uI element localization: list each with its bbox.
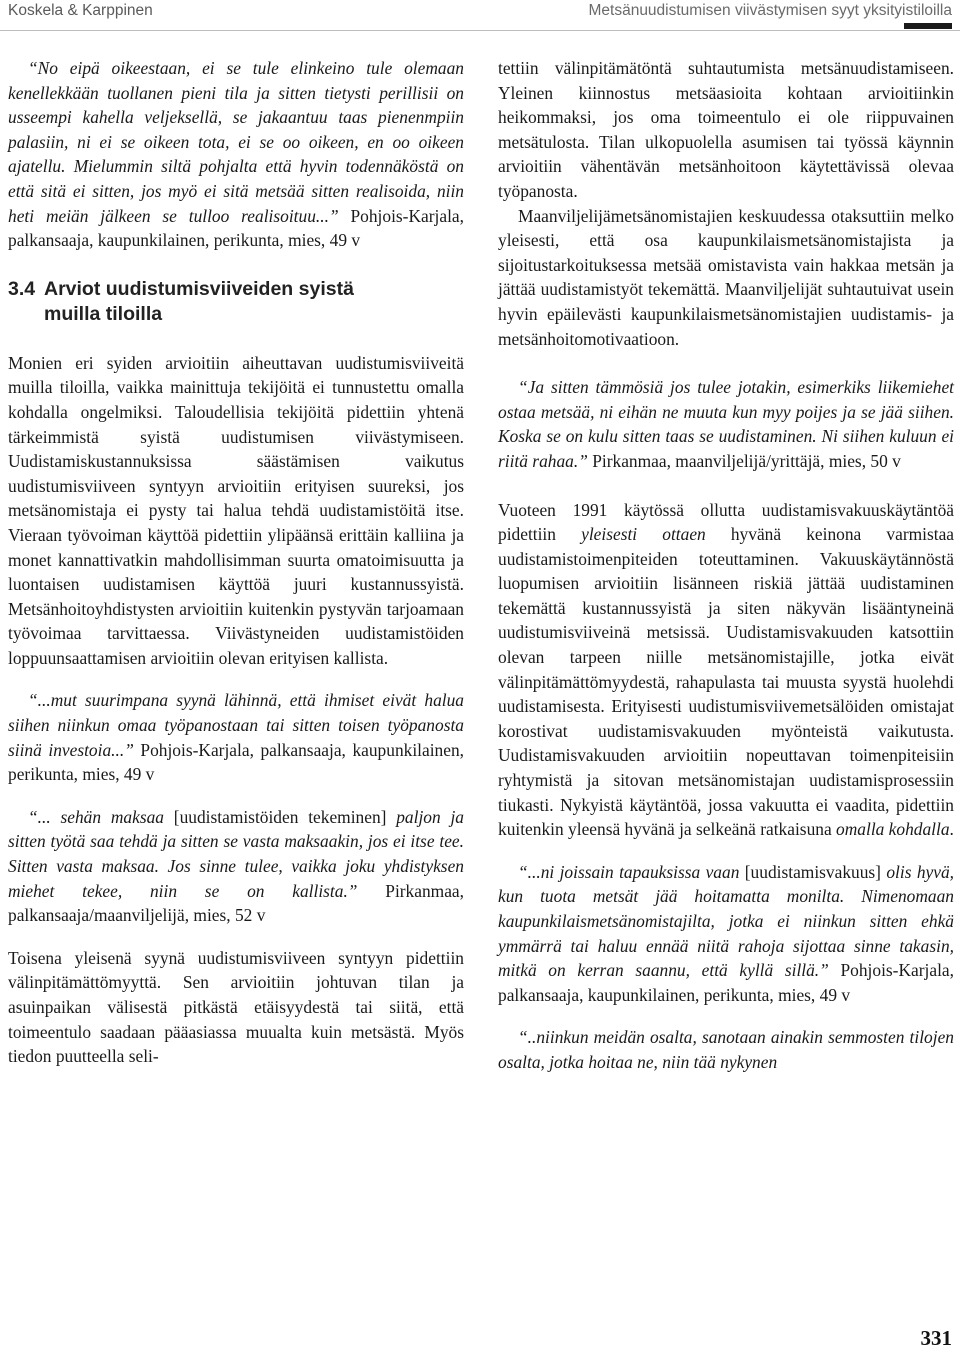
quote-source: Pohjois-Karjala, palkansaaja, kaupunkilainen, perikunta, mies, 49 v xyxy=(8,205,464,251)
body-paragraph xyxy=(498,498,954,842)
interview-quote xyxy=(8,688,464,786)
body-paragraph: tettiin välinpitämätöntä suhtautumista metsänuudistamiseen. Yleinen kiinnostus metsäasioita kohtaan arvioitiinkin heikommaksi, jos oma toimeentulo ei ole riippuvainen metsätulosta. Tilan ulkopuolella asumisen tai työssä käynnin arvioitiin vähentävän metsänhoitoon käytettävissä olevaa työpanosta. xyxy=(498,58,954,201)
body-paragraph: Toisena yleisenä syynä uudistumisviiveen syntyyn pidettiin välinpitämättömyyttä. Sen arvioitiin johtuvan tilan ja asuinpaikan välisestä pitkästä etäisyydestä tai siitä, että toimeentulo saadaan pääasiassa muualta kuin metsästä. Myös tiedon puutteella seli- xyxy=(8,947,464,1067)
quote-text: olis hyvä, kun tuota metsät jää hoitamatta monilta. Nimenomaan kaupunkilaismetsänomistajilta, jotka ei niinkun sitten ehkä ymmärrä tai haluu ennää niitä rahoja sijottaa sinne takasin, mitkä on kerran saannu, että kyllä sillä.” xyxy=(498,861,955,981)
section-title-line1: Arviot uudistumisviiveiden syistä xyxy=(44,277,354,300)
emphasis-text: omalla kohdalla xyxy=(836,819,950,840)
quote-editorial-insert: [uudistamisvakuus] xyxy=(739,861,887,882)
quote-text: “..niinkun meidän osalta, sanotaan ainakin semmosten tilojen osalta, jotka hoitaa ne, niin tää nykynen xyxy=(498,1027,954,1072)
quote-source: Pohjois-Karjala, palkansaaja, kaupunkilainen, perikunta, mies, 49 v xyxy=(498,960,954,1005)
interview-quote xyxy=(498,860,954,1008)
section-heading xyxy=(8,277,464,327)
header-rule xyxy=(904,23,952,29)
header-authors: Koskela & Karppinen xyxy=(8,2,153,19)
quote-text: “Ja sitten tämmösiä jos tulee jotakin, esimerkiks liikemiehet ostaa metsää, ni eihän ne muuta kun myy poijes ja se jää siihen. Koska se on kulu sitten taas se uudistaminen. Ni siihen kuluun ei riitä rahaa.” xyxy=(498,377,954,471)
body-paragraph: Monien eri syiden arvioitiin aiheuttavan uudistumisviiveitä muilla tiloilla, vaikka mainittuja tekijöitä ei tunnustettu omalla kohdalla ongelmiksi. Taloudellisia tekijöitä pidettiin yhtenä tärkeimmistä syistä uudistumisen viivästymiseen. Uudistamiskustannuksissa säästämisen vaikutus uudistumisviiveen syntyyn arvioitiin erityisen suureksi, jos metsänomistaja ei pysty tai halua tehdä uudistamistöitä itse. Vieraan työvoiman käyttöä pidettiin ylipäänsä erittäin kalliina ja monet kannattivatkin mahdollisimman suurta omatoimisuutta ja luontaisen uudistamisen käyttöä juuri kustannussyistä. Metsänhoitoyhdistysten arvioitiin kuitenkin pystyvän tarjoamaan työvoimaa tarvittaessa. Viivästyneiden uudistamistöiden loppuunsaattamisen arvioitiin olevan erityisen kallista. xyxy=(8,352,464,668)
interview-quote xyxy=(498,1025,954,1074)
header-article-title: Metsänuudistumisen viivästymisen syyt yksityistiloilla xyxy=(588,2,952,19)
emphasis-text: yleisesti ottaen xyxy=(581,524,706,545)
body-paragraph: Maanviljelijämetsänomistajien keskuudessa otaksuttiin melko yleisesti, että osa kaupunkilaismetsänomistajista ja sijoitustarkoituksessa metsää omistavista vain hakkaa metsän ja jättää uudistamistyöt tekemättä. Maanviljelijät suhtautuivat usein hyvin epäilevästi kaupunkilaismetsänomistajien uudistamis- ja metsänhoitomotivaatioon. xyxy=(498,205,954,349)
left-column xyxy=(8,56,464,1069)
page-number: 331 xyxy=(920,1326,952,1350)
paragraph-text: . xyxy=(949,819,954,840)
page-header xyxy=(0,0,960,31)
section-number: 3.4 xyxy=(8,277,36,300)
quote-source: Pirkanmaa, palkansaaja/maanviljelijä, mies, 52 v xyxy=(8,880,464,926)
quote-source: Pirkanmaa, maanviljelijä/yrittäjä, mies, 50 v xyxy=(587,450,901,471)
quote-editorial-insert: [uudistamistöiden tekeminen] xyxy=(164,806,397,827)
paragraph-text: Vuoteen 1991 käytössä ollutta uudistamisvakuuskäytäntöä pidettiin xyxy=(498,499,954,545)
quote-text: paljon ja sitten työtä saa tehdä ja sitten se vasta maksaakin, jos ei itse tee. Sitten vasta maksaa. Jos sinne tulee, vaikka joku yhdistyksen miehet tekee, niin se on kallista.” xyxy=(8,806,464,901)
paragraph-text: hyvänä keinona varmistaa uudistamistoimenpiteiden toteuttaminen. Vakuuskäytännöstä luopumisen arvioitiin lisänneen riskiä jättää uudistaminen tekemättä kustannussyistä ja siten näkyvän lisääntyneinä uudistumisviiveinä metsissä. Uudistamisvakuuden katsottiin olevan tarpeen niille metsänomistajille, jotka eivät välinpitämättömyydestä, rahapulasta tai muusta syystä huolehdi uudistamisesta. Erityisesti uudistumisviivemetsälöiden omistajat korostivat uudistamisvakuuden myönteistä vaikutusta. Uudistamisvakuuden arvioitiin nopeuttavan toimenpiteisiin ryhtymistä ja sitovan metsänomistajan uudistamisprosessiin tiukasti. Nykyistä käytäntöä, jossa vakuutta ei vaadita, pidettiin kuitenkin yleensä hyvänä ja selkeänä ratkaisuna xyxy=(498,524,955,840)
section-title-line2: muilla tiloilla xyxy=(44,302,163,325)
quote-text: “No eipä oikeestaan, ei se tule elinkeino tule olemaan kenellekkään tuollanen pieni tila ja sitten tietysti perillisii on usseempi kahella veljeksellä, se jakaantuu taas pienenmpiin palasiin, ni ei se oikeen tota, ei se oo oikeen, en oo oikeen ajatellu. Mielummin siltä pohjalta että hyvin todennäköstä on että sitä ei sitten, jos myö ei sitä metsää sitten realisoida, niin heti meiän jälkeen se tulloo realisoituu...” xyxy=(8,58,464,226)
right-column xyxy=(498,56,954,1075)
interview-quote xyxy=(8,56,464,253)
interview-quote xyxy=(498,375,954,473)
quote-text: “...ni joissain tapauksissa vaan xyxy=(518,861,740,882)
quote-source: Pohjois-Karjala, palkansaaja, kaupunkilainen, perikunta, mies, 49 v xyxy=(8,739,465,785)
interview-quote xyxy=(8,805,464,928)
quote-text: “...mut suurimpana syynä lähinnä, että ihmiset eivät halua siihen niinkun omaa työpanostaan tai sitten toisen työpanosta siinä investoia...” xyxy=(8,690,464,760)
quote-text: “... sehän maksaa xyxy=(28,806,164,827)
